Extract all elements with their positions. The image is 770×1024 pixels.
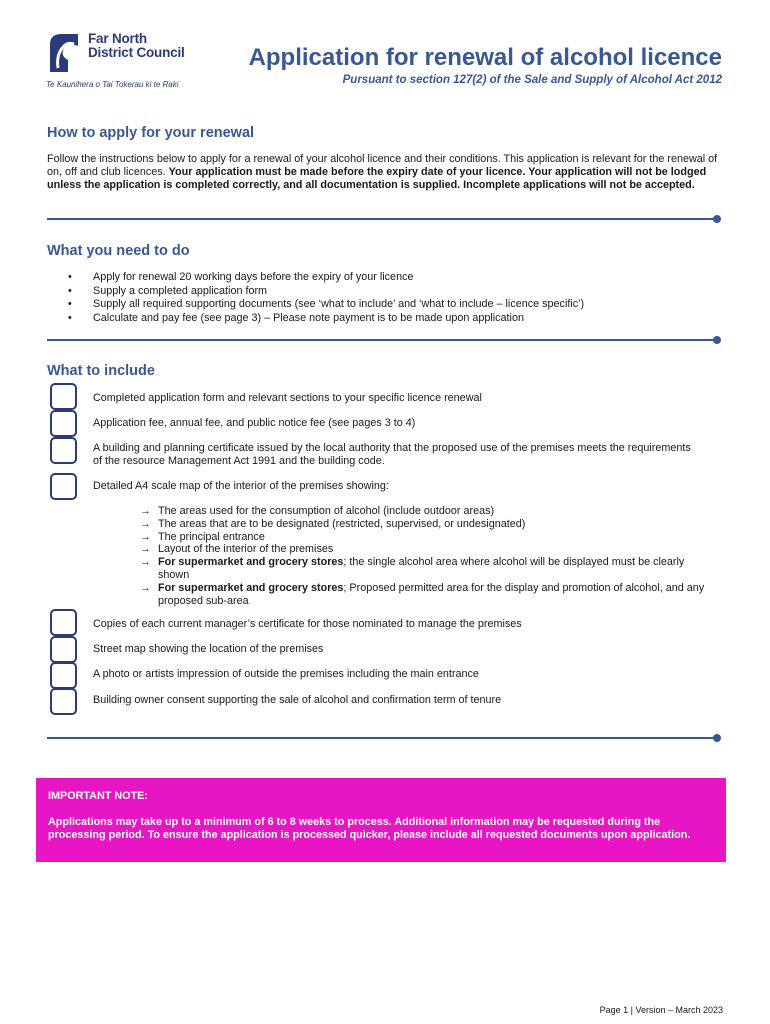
important-note-heading: IMPORTANT NOTE: (48, 790, 148, 802)
page-title: Application for renewal of alcohol licence (248, 44, 722, 71)
include-item-building-certificate: A building and planning certificate issued by the local authority that the proposed use of the premises meets the requirements of the resource Management Act 1991 and the building code. (93, 442, 691, 467)
checkbox-manager-certificates[interactable] (50, 609, 77, 636)
scale-map-details-list (140, 505, 710, 607)
list-item: • Supply a completed application form (93, 285, 584, 299)
how-to-apply-text: Follow the instructions below to apply for a renewal of your alcohol licence and their conditions. This application is relevant for the renewal of on, off and club licences. Your application must be made before the expiry date of your licence. Your application will not be lodged unless the application is completed correctly, and all documentation is supplied. Incomplete applications will not be accepted. (47, 153, 718, 191)
what-to-do-list (93, 271, 584, 325)
council-logo (46, 30, 196, 90)
checkbox-owner-consent[interactable] (50, 688, 77, 715)
list-item: • Supply all required supporting documents (see ‘what to include’ and ‘what to include – licence specific’) (93, 298, 584, 312)
arrow-right-icon: → (140, 505, 151, 517)
arrow-right-icon: → (140, 517, 151, 530)
section-heading-what-to-include: What to include (47, 363, 155, 379)
section-heading-how-to-apply: How to apply for your renewal (47, 125, 255, 141)
checkbox-application-form[interactable] (50, 383, 77, 410)
checkbox-street-map[interactable] (50, 636, 77, 663)
section-heading-what-to-do: What you need to do (47, 243, 190, 259)
arrow-right-icon: → (140, 530, 151, 543)
list-item: → The areas that are to be designated (restricted, supervised, or undesignated) (140, 517, 526, 530)
how-to-apply-bold-text: Your application must be made before the expiry date of your licence. Your application will not be lodged unless the application is completed correctly, and all documentation is supplied. Incomplete applications will not be accepted. (47, 166, 707, 191)
include-item-premises-photo: A photo or artists impression of outside the premises including the main entrance (93, 668, 479, 680)
include-item-scale-map: Detailed A4 scale map of the interior of the premises showing: (93, 480, 389, 492)
council-name: Far North District Council (88, 31, 185, 60)
important-note-text: Applications may take up to a minimum of 6 to 8 weeks to process. Additional information may be requested during the processing period. To ensure the application is processed quicker, please include all requested documents upon application. (48, 816, 691, 841)
include-item-owner-consent: Building owner consent supporting the sale of alcohol and confirmation term of tenure (93, 694, 502, 706)
list-item: • Calculate and pay fee (see page 3) – Please note payment is to be made upon application (93, 312, 584, 326)
page-subtitle: Pursuant to section 127(2) of the Sale and Supply of Alcohol Act 2012 (342, 74, 722, 86)
list-item: → For supermarket and grocery stores; the single alcohol area where alcohol will be displayed must be clearly shown (140, 556, 685, 581)
section-divider (47, 336, 721, 344)
page-footer: Page 1 | Version – March 2023 (599, 1005, 723, 1015)
list-item: → Layout of the interior of the premises (140, 543, 334, 556)
list-item: → The principal entrance (140, 530, 265, 543)
include-item-manager-certificates: Copies of each current manager’s certificate for those nominated to manage the premises (93, 618, 522, 630)
arrow-right-icon: → (140, 556, 151, 569)
include-item-street-map: Street map showing the location of the premises (93, 643, 324, 655)
important-note-box (36, 778, 726, 862)
checkbox-fees[interactable] (50, 410, 77, 437)
list-item: → The areas used for the consumption of alcohol (include outdoor areas) (140, 505, 495, 517)
checkbox-premises-photo[interactable] (50, 662, 77, 689)
page-header (0, 0, 770, 110)
include-item-application-form: Completed application form and relevant sections to your specific licence renewal (93, 392, 482, 404)
arrow-right-icon: → (140, 543, 151, 556)
council-logo-icon (46, 32, 82, 74)
list-item: • Apply for renewal 20 working days before the expiry of your licence (93, 271, 584, 285)
list-item: → For supermarket and grocery stores; Proposed permitted area for the display and promotion of alcohol, and any proposed sub-area (140, 581, 705, 607)
include-item-fees: Application fee, annual fee, and public notice fee (see pages 3 to 4) (93, 417, 416, 429)
council-tagline: Te Kaunihera o Tai Tokerau ki te Raki (46, 80, 179, 89)
section-divider (47, 734, 721, 742)
arrow-right-icon: → (140, 581, 151, 594)
checkbox-scale-map[interactable] (50, 473, 77, 500)
section-divider (47, 215, 721, 223)
checkbox-building-certificate[interactable] (50, 437, 77, 464)
